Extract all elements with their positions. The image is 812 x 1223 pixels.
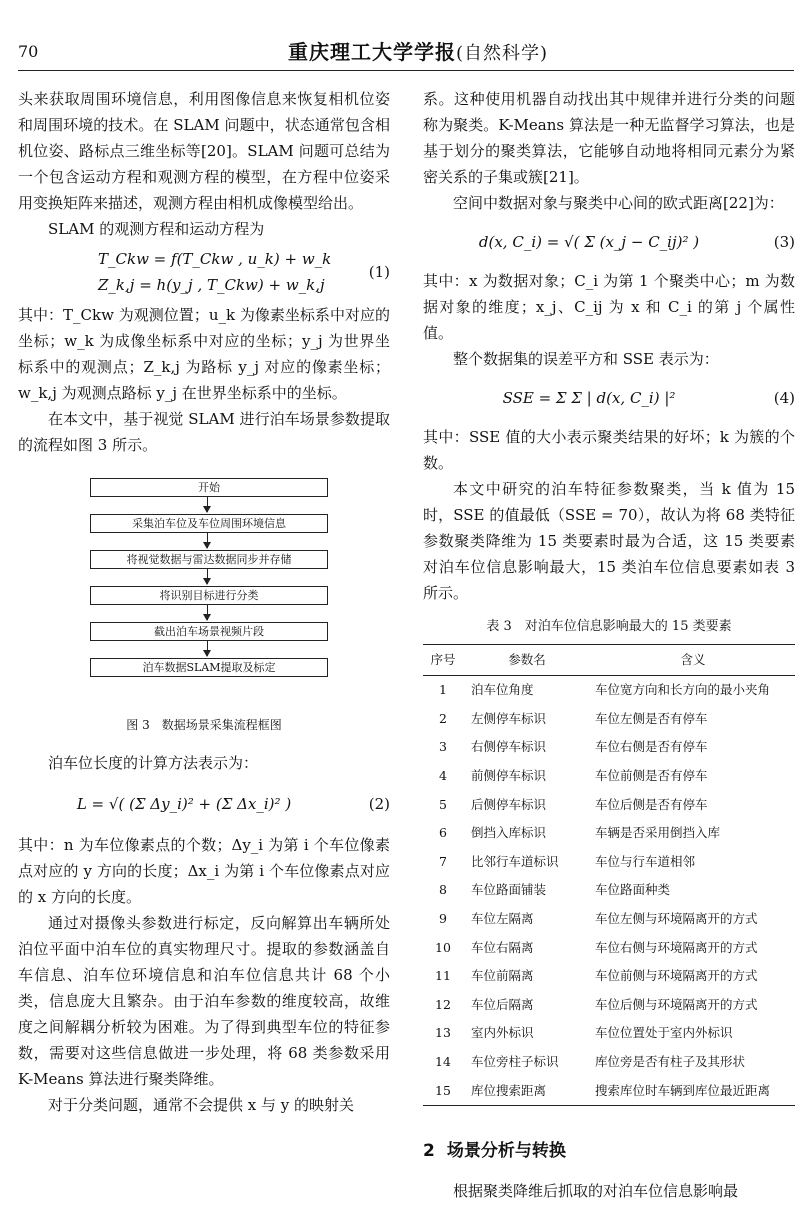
cell-meaning: 车位后侧与环境隔离开的方式 [595,996,758,1012]
cell-meaning: 车位右侧与环境隔离开的方式 [595,939,758,955]
paragraph: 头来获取周围环境信息，利用图像信息来恢复相机位姿和周围环境的技术。在 SLAM 问题中，状态通常包含相机位姿、路标点三维坐标等[20]。SLAM 问题可总结为一个包含运动方程和观测方程的模型，在方程中位姿采用变换矩阵来描述，观测方程由相机成像模型给出。 [18,90,390,212]
left-column [18,86,390,1118]
cell-parameter: 车位路面铺装 [471,882,547,898]
cell-parameter: 泊车位角度 [471,682,534,698]
cell-parameter: 车位右隔离 [471,939,534,955]
equation-1-line-1: T_Ckw = f(T_Ckw , u_k) + w_k [98,250,332,268]
cell-index: 4 [439,768,447,784]
flow-arrow [207,641,208,656]
paragraph: 系。这种使用机器自动找出其中规律并进行分类的问题称为聚类。K-Means 算法是一种无监督学习算法，也是基于划分的聚类算法，它能够自动地将相同元素分为紧密关系的子集或簇[21]。 [423,90,795,186]
cell-parameter: 库位搜索距离 [471,1082,547,1098]
cell-index: 12 [435,996,451,1012]
journal-title [288,36,548,65]
table-row [423,848,795,877]
right-column [423,86,795,1204]
journal-name: 重庆理工大学学报 [288,40,456,64]
paragraph: 其中：n 为车位像素点的个数；Δy_i 为第 i 个车位像素点对应的 y 方向的长度；Δx_i 为第 i 个车位像素点对应的 x 方向的长度。 [18,836,390,906]
cell-index: 7 [439,853,447,869]
cell-meaning: 车位路面种类 [595,882,671,898]
cell-index: 6 [439,825,447,841]
paragraph: 其中：x 为数据对象；C_i 为第 1 个聚类中心；m 为数据对象的维度；x_j、C_ij 为 x 和 C_i 的第 j 个属性值。 [423,272,795,342]
column-header-parameter: 参数名 [508,652,546,667]
table-row [423,962,795,991]
equation-number: (4) [773,389,795,407]
table-row [423,705,795,734]
equation-number: (1) [368,263,390,281]
table-row [423,819,795,848]
cell-index: 13 [435,1025,451,1041]
table-row [423,1019,795,1048]
table-header-row [423,645,795,676]
cell-index: 11 [435,968,451,984]
paragraph: 整个数据集的误差平方和 SSE 表示为： [453,350,719,368]
cell-index: 14 [435,1054,451,1070]
table-row [423,733,795,762]
table-caption: 表 3 对泊车位信息影响最大的 15 类要素 [486,619,732,634]
equation-number: (3) [773,233,795,251]
cell-index: 3 [439,739,447,755]
figure-caption: 图 3 数据场景采集流程框图 [126,718,282,732]
flowchart [18,472,390,740]
column-header-meaning: 含义 [680,652,706,667]
equation-3 [423,216,795,268]
flow-step-collect: 采集泊车位及车位周围环境信息 [90,514,328,533]
cell-meaning: 车位左侧是否有停车 [595,710,708,726]
flow-step-classify: 将识别目标进行分类 [90,586,328,605]
flow-arrow [207,569,208,584]
paragraph: 其中：SSE 值的大小表示聚类结果的好坏；k 为簇的个数。 [423,428,795,472]
paragraph: 本文中研究的泊车特征参数聚类，当 k 值为 15 时，SSE 的值最低（SSE = 70），故认为将 68 类特征参数聚类降维为 15 类要素时最为合适，这 15 类要素对泊车位信息影响最大，15 类泊车位信息要素如表 3 所示。 [423,480,795,602]
parameter-table [423,644,795,1106]
paragraph: 根据聚类降维后抓取的对泊车位信息影响最 [453,1181,739,1200]
table-row [423,933,795,962]
cell-index: 15 [435,1082,451,1098]
paragraph: 通过对摄像头参数进行标定，反向解算出车辆所处泊位平面中泊车位的真实物理尺寸。提取的参数涵盖自车信息、泊车位环境信息和泊车位信息共计 68 个小类，信息庞大且繁杂。由于泊车参数的维度较高，故维度之间解耦分析较为困难。为了得到典型车位的特征参数，需要对这些信息做进一步处理，将 68 类参数采用 K-Means 算法进行聚类降维。 [18,914,390,1088]
cell-index: 5 [439,796,447,812]
cell-index: 8 [439,882,447,898]
equation-3-body: d(x, C_i) = √( Σ (x_j − C_ij)² ) [478,233,700,251]
flow-arrow [207,605,208,620]
cell-meaning: 库位旁是否有柱子及其形状 [595,1054,746,1070]
cell-parameter: 比邻行车道标识 [471,853,559,869]
table-row [423,991,795,1020]
table-row [423,676,795,705]
cell-parameter: 右侧停车标识 [471,739,547,755]
equation-1-line-2: Z_k,j = h(y_j , T_Ckw) + w_k,j [98,276,325,294]
cell-parameter: 室内外标识 [471,1025,534,1041]
cell-meaning: 车位前侧与环境隔离开的方式 [595,968,758,984]
cell-parameter: 车位旁柱子标识 [471,1054,559,1070]
journal-subtitle: (自然科学) [456,43,549,64]
section-heading [423,1138,795,1164]
paragraph: 对于分类问题，通常不会提供 x 与 y 的映射关 [48,1096,355,1114]
table-row [423,905,795,934]
cell-index: 9 [439,911,447,927]
paragraph: 其中：T_Ckw 为观测位置；u_k 为像素坐标系中对应的坐标；w_k 为成像坐标系中对应的坐标；y_j 为世界坐标系中的观测点；Z_k,j 为路标 y_j 对应的像素坐标；w_k,j 为观测点路标 y_j 在世界坐标系中的坐标。 [18,306,390,402]
cell-index: 10 [435,939,451,955]
paragraph: 泊车位长度的计算方法表示为： [48,754,259,772]
cell-meaning: 车位宽方向和长方向的最小夹角 [595,682,771,698]
cell-meaning: 搜索库位时车辆到库位最近距离 [595,1082,771,1098]
cell-parameter: 车位左隔离 [471,911,534,927]
equation-1 [18,242,390,302]
table-row [423,1076,795,1105]
cell-meaning: 车位右侧是否有停车 [595,739,708,755]
flow-step-start: 开始 [90,478,328,497]
equation-2 [18,776,390,832]
paragraph: SLAM 的观测方程和运动方程为 [48,220,265,238]
cell-parameter: 车位后隔离 [471,996,534,1012]
cell-meaning: 车位左侧与环境隔离开的方式 [595,911,758,927]
table-row [423,790,795,819]
flow-step-sync: 将视觉数据与雷达数据同步并存储 [90,550,328,569]
page-number: 70 [18,42,39,61]
cell-meaning: 车辆是否采用倒挡入库 [595,825,721,841]
paragraph: 在本文中，基于视觉 SLAM 进行泊车场景参数提取的流程如图 3 所示。 [18,410,390,454]
equation-4-body: SSE = Σ Σ | d(x, C_i) |² [502,389,676,407]
table-row [423,1048,795,1077]
cell-index: 1 [439,682,447,698]
cell-index: 2 [439,710,447,726]
cell-parameter: 前侧停车标识 [471,768,547,784]
paragraph: 空间中数据对象与聚类中心间的欧式距离[22]为： [453,194,784,212]
cell-meaning: 车位与行车道相邻 [595,853,696,869]
cell-meaning: 车位位置处于室内外标识 [595,1025,733,1041]
flow-step-clip: 截出泊车场景视频片段 [90,622,328,641]
cell-meaning: 车位前侧是否有停车 [595,768,708,784]
equation-2-body: L = √( (Σ Δy_i)² + (Σ Δx_i)² ) [76,795,292,813]
cell-parameter: 车位前隔离 [471,968,534,984]
flow-arrow [207,533,208,548]
cell-parameter: 倒挡入库标识 [471,825,547,841]
equation-number: (2) [368,795,390,813]
page-header [18,30,794,71]
column-header-index: 序号 [430,652,456,667]
table-body [423,676,795,1106]
flow-step-slam: 泊车数据SLAM提取及标定 [90,658,328,677]
table-row [423,762,795,791]
equation-4 [423,372,795,424]
section-number: 2 [423,1140,435,1161]
cell-parameter: 后侧停车标识 [471,796,547,812]
cell-meaning: 车位后侧是否有停车 [595,796,708,812]
section-title: 场景分析与转换 [446,1140,566,1161]
cell-parameter: 左侧停车标识 [471,710,547,726]
flow-arrow [207,497,208,512]
table-row [423,876,795,905]
